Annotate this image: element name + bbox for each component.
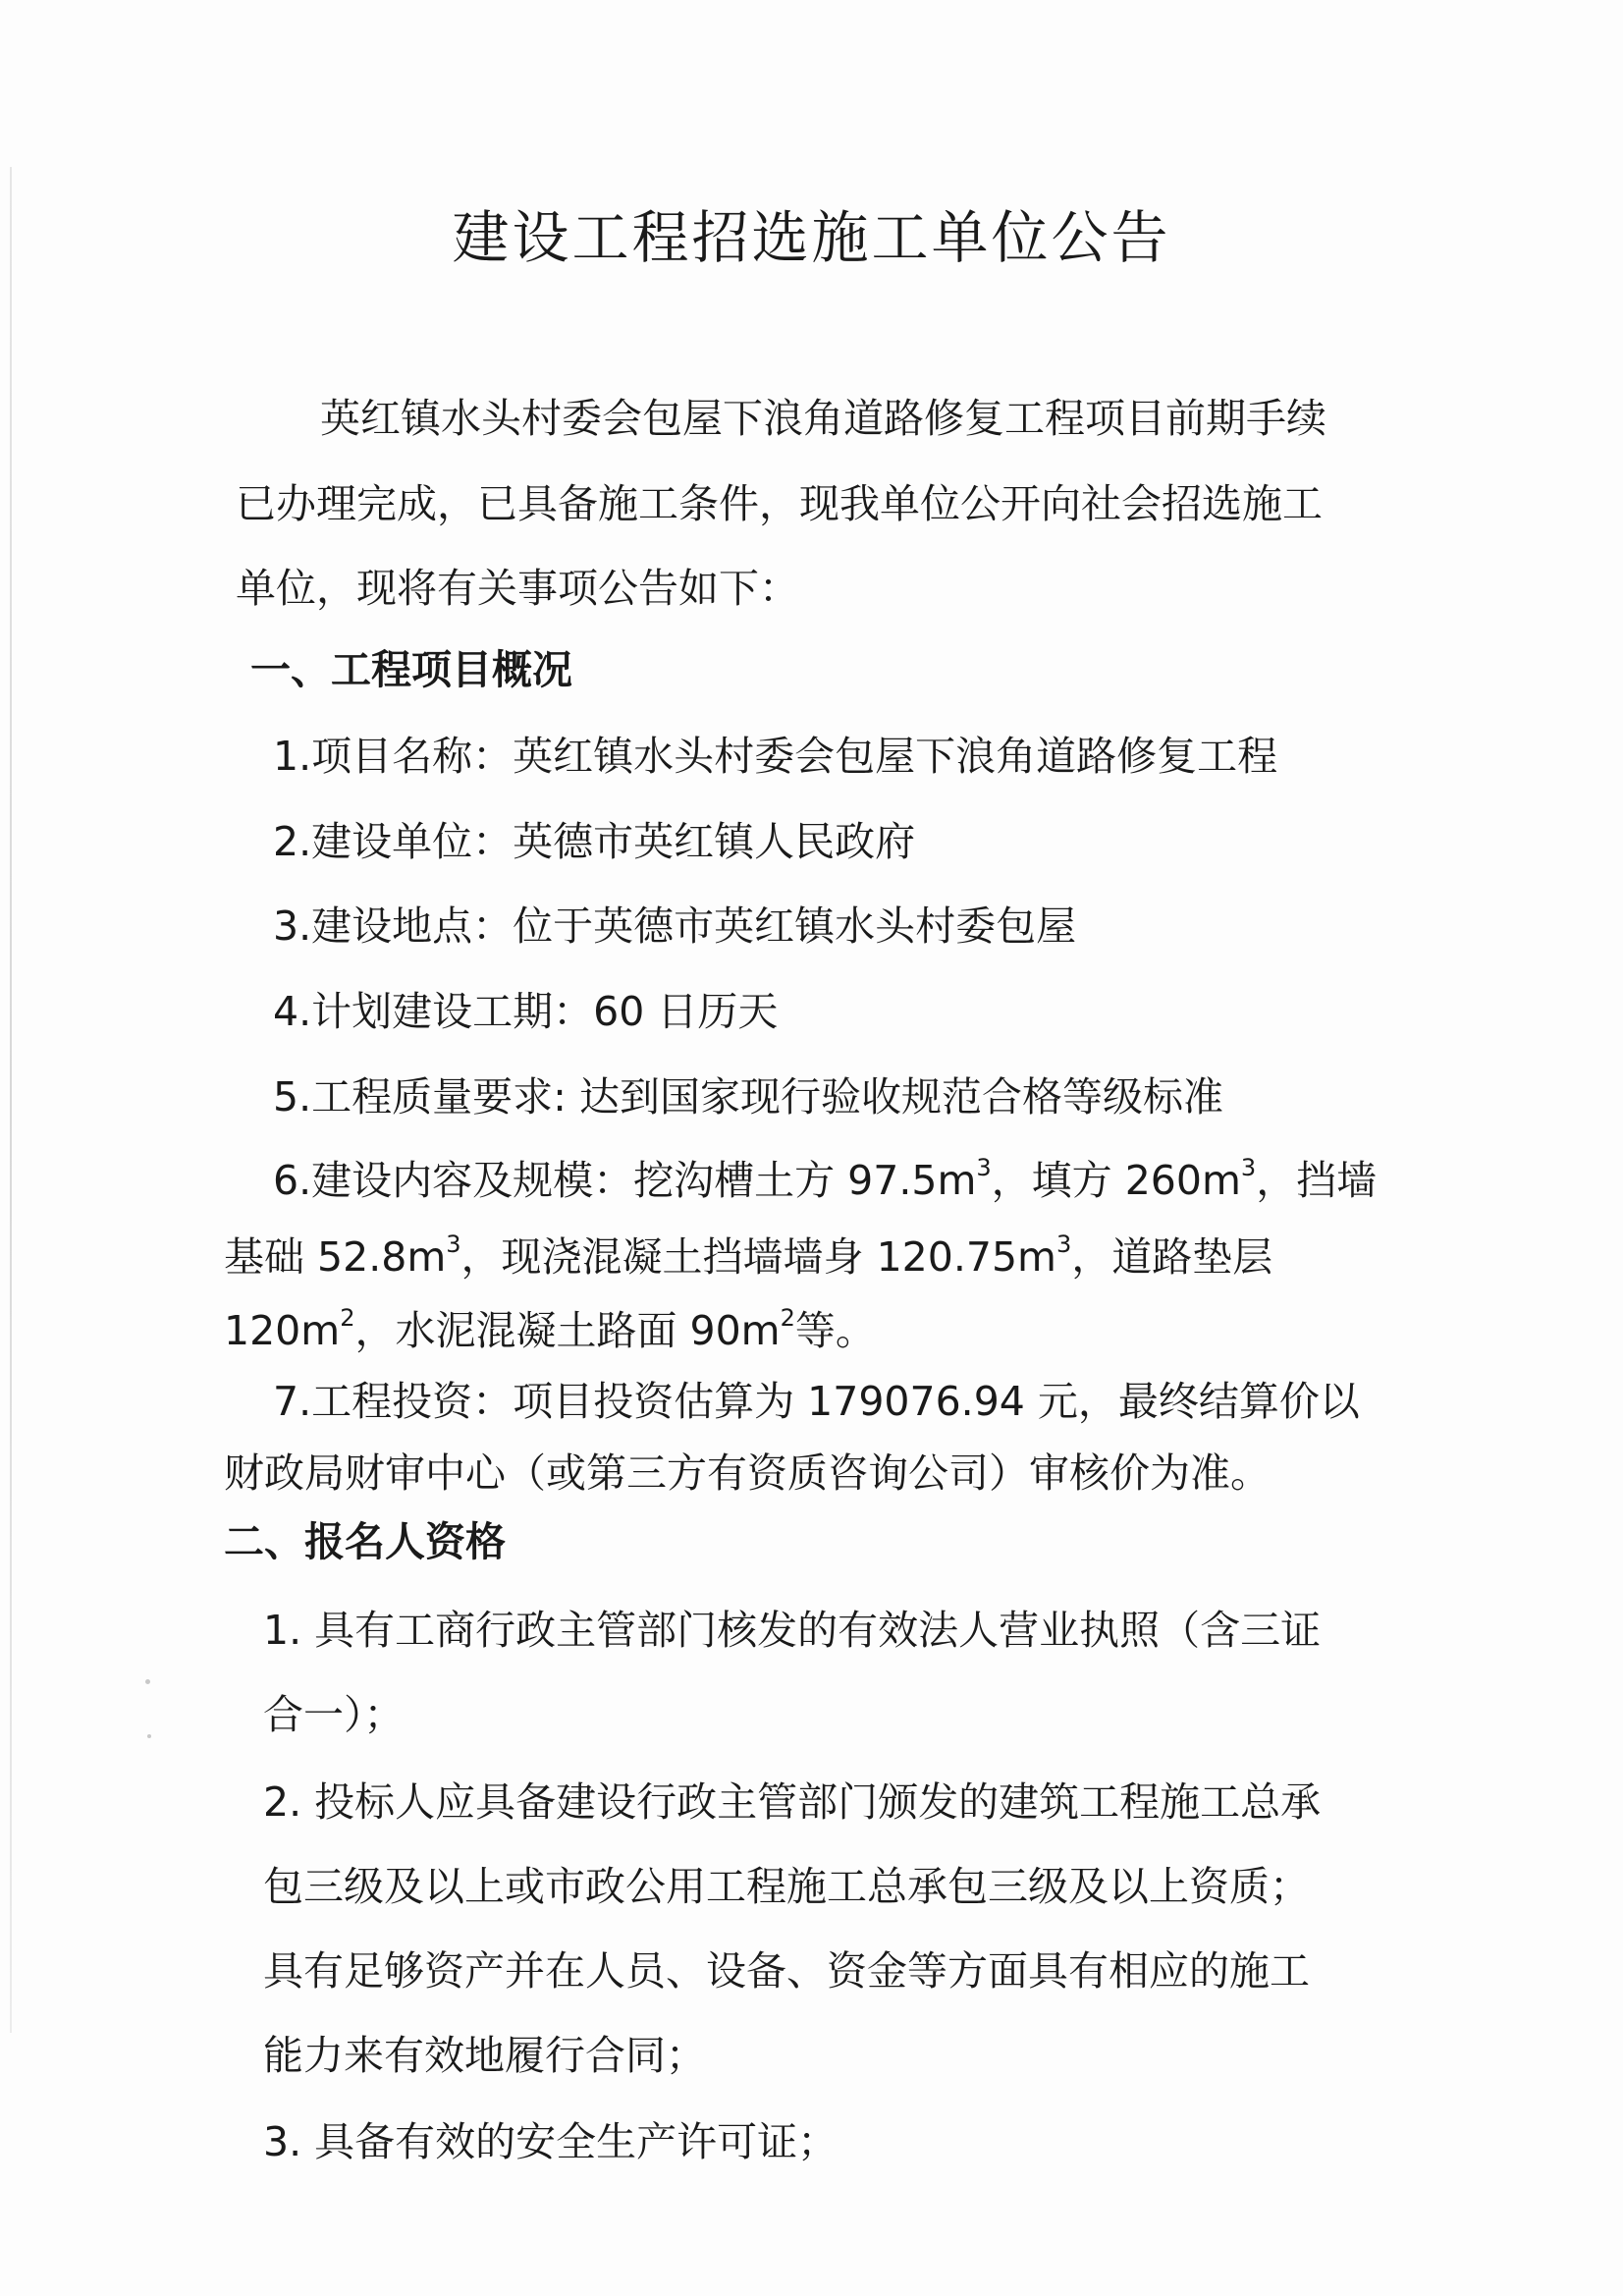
intro-line: 已办理完成，已具备施工条件，现我单位公开向社会招选施工 (236, 480, 1323, 527)
item6-text: ，水泥混凝土路面 90m (354, 1307, 781, 1354)
list-item-continuation: 包三级及以上或市政公用工程施工总承包三级及以上资质； (263, 1863, 1310, 1910)
list-item: 7.工程投资：项目投资估算为 179076.94 元，最终结算价以 (273, 1378, 1360, 1425)
list-item-continuation: 财政局财审中心（或第三方有资质咨询公司）审核价为准。 (224, 1449, 1271, 1497)
list-item: 1.项目名称：英红镇水头村委会包屋下浪角道路修复工程 (273, 733, 1278, 780)
item6-text: ，道路垫层 (1071, 1233, 1273, 1281)
item6-text: ，现浇混凝土挡墙墙身 120.75m (460, 1233, 1056, 1281)
scan-speck (145, 1679, 150, 1684)
item6-text: 120m (224, 1307, 341, 1354)
item6-text: ，填方 260m (991, 1157, 1241, 1204)
list-item-continuation (224, 1228, 1272, 1286)
list-item-continuation: 能力来有效地履行合同； (263, 2032, 706, 2079)
intro-line: 单位，现将有关事项公告如下： (236, 565, 799, 612)
item6-text: 等。 (794, 1307, 876, 1354)
superscript: 3 (446, 1230, 461, 1259)
list-item: 3.建设地点：位于英德市英红镇水头村委包屋 (273, 902, 1077, 950)
superscript: 3 (1240, 1154, 1257, 1182)
list-item: 3. 具备有效的安全生产许可证； (263, 2118, 839, 2165)
list-item-continuation: 合一）； (263, 1691, 405, 1738)
list-item-continuation (224, 1301, 876, 1360)
list-item: 2. 投标人应具备建设行政主管部门颁发的建筑工程施工总承 (263, 1778, 1322, 1826)
superscript: 2 (780, 1304, 795, 1333)
list-item: 4.计划建设工期：60 日历天 (273, 988, 779, 1035)
list-item: 2.建设单位：英德市英红镇人民政府 (273, 818, 916, 865)
item6-text: 基础 52.8m (224, 1233, 447, 1281)
section-heading: 一、工程项目概况 (250, 646, 572, 693)
superscript: 3 (1055, 1230, 1072, 1259)
page-title: 建设工程招选施工单位公告 (452, 204, 1171, 271)
item6-text: ，挡墙 (1256, 1157, 1378, 1204)
list-item (273, 1151, 1377, 1210)
section-heading: 二、报名人资格 (224, 1518, 506, 1565)
list-item-continuation: 具有足够资产并在人员、设备、资金等方面具有相应的施工 (263, 1947, 1310, 1995)
list-item: 1. 具有工商行政主管部门核发的有效法人营业执照（含三证 (263, 1607, 1322, 1654)
superscript: 2 (340, 1304, 355, 1333)
intro-line: 英红镇水头村委会包屋下浪角道路修复工程项目前期手续 (320, 395, 1326, 442)
list-item: 5.工程质量要求: 达到国家现行验收规范合格等级标准 (273, 1073, 1223, 1121)
item6-text: 6.建设内容及规模：挖沟槽土方 97.5m (273, 1157, 977, 1204)
superscript: 3 (976, 1154, 992, 1182)
scan-edge-shadow (10, 167, 12, 2033)
scan-speck (147, 1734, 151, 1738)
